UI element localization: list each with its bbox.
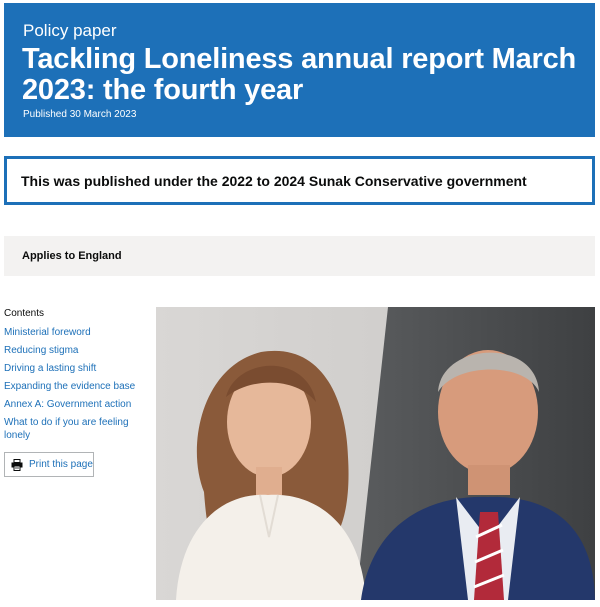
applies-to-text: Applies to England [22, 250, 122, 262]
history-notice [4, 156, 595, 205]
ministers-photo-illustration [156, 307, 595, 600]
page-title: Tackling Loneliness annual report March 2023: the fourth year [22, 43, 577, 106]
print-page-button[interactable] [4, 452, 94, 477]
contents-link-ministerial-foreword[interactable]: Ministerial foreword [4, 327, 91, 338]
page-masthead [4, 3, 595, 137]
contents-link-driving-lasting-shift[interactable]: Driving a lasting shift [4, 363, 97, 374]
contents-link-annex-a[interactable]: Annex A: Government action [4, 399, 132, 410]
printer-icon [11, 459, 23, 471]
contents-list [4, 326, 152, 442]
ministers-photo [156, 307, 595, 600]
applies-to-banner [4, 236, 595, 276]
print-page-label: Print this page [29, 459, 93, 470]
document-type: Policy paper [23, 21, 117, 40]
contents-heading: Contents [4, 308, 45, 319]
contents-nav [4, 308, 152, 477]
history-notice-text: This was published under the 2022 to 2024 Sunak Conservative government [21, 172, 527, 189]
contents-link-feeling-lonely[interactable]: What to do if you are feeling lonely [4, 417, 129, 441]
contents-link-expanding-evidence-base[interactable]: Expanding the evidence base [4, 381, 136, 392]
published-date: Published 30 March 2023 [23, 109, 137, 120]
contents-link-reducing-stigma[interactable]: Reducing stigma [4, 345, 79, 356]
